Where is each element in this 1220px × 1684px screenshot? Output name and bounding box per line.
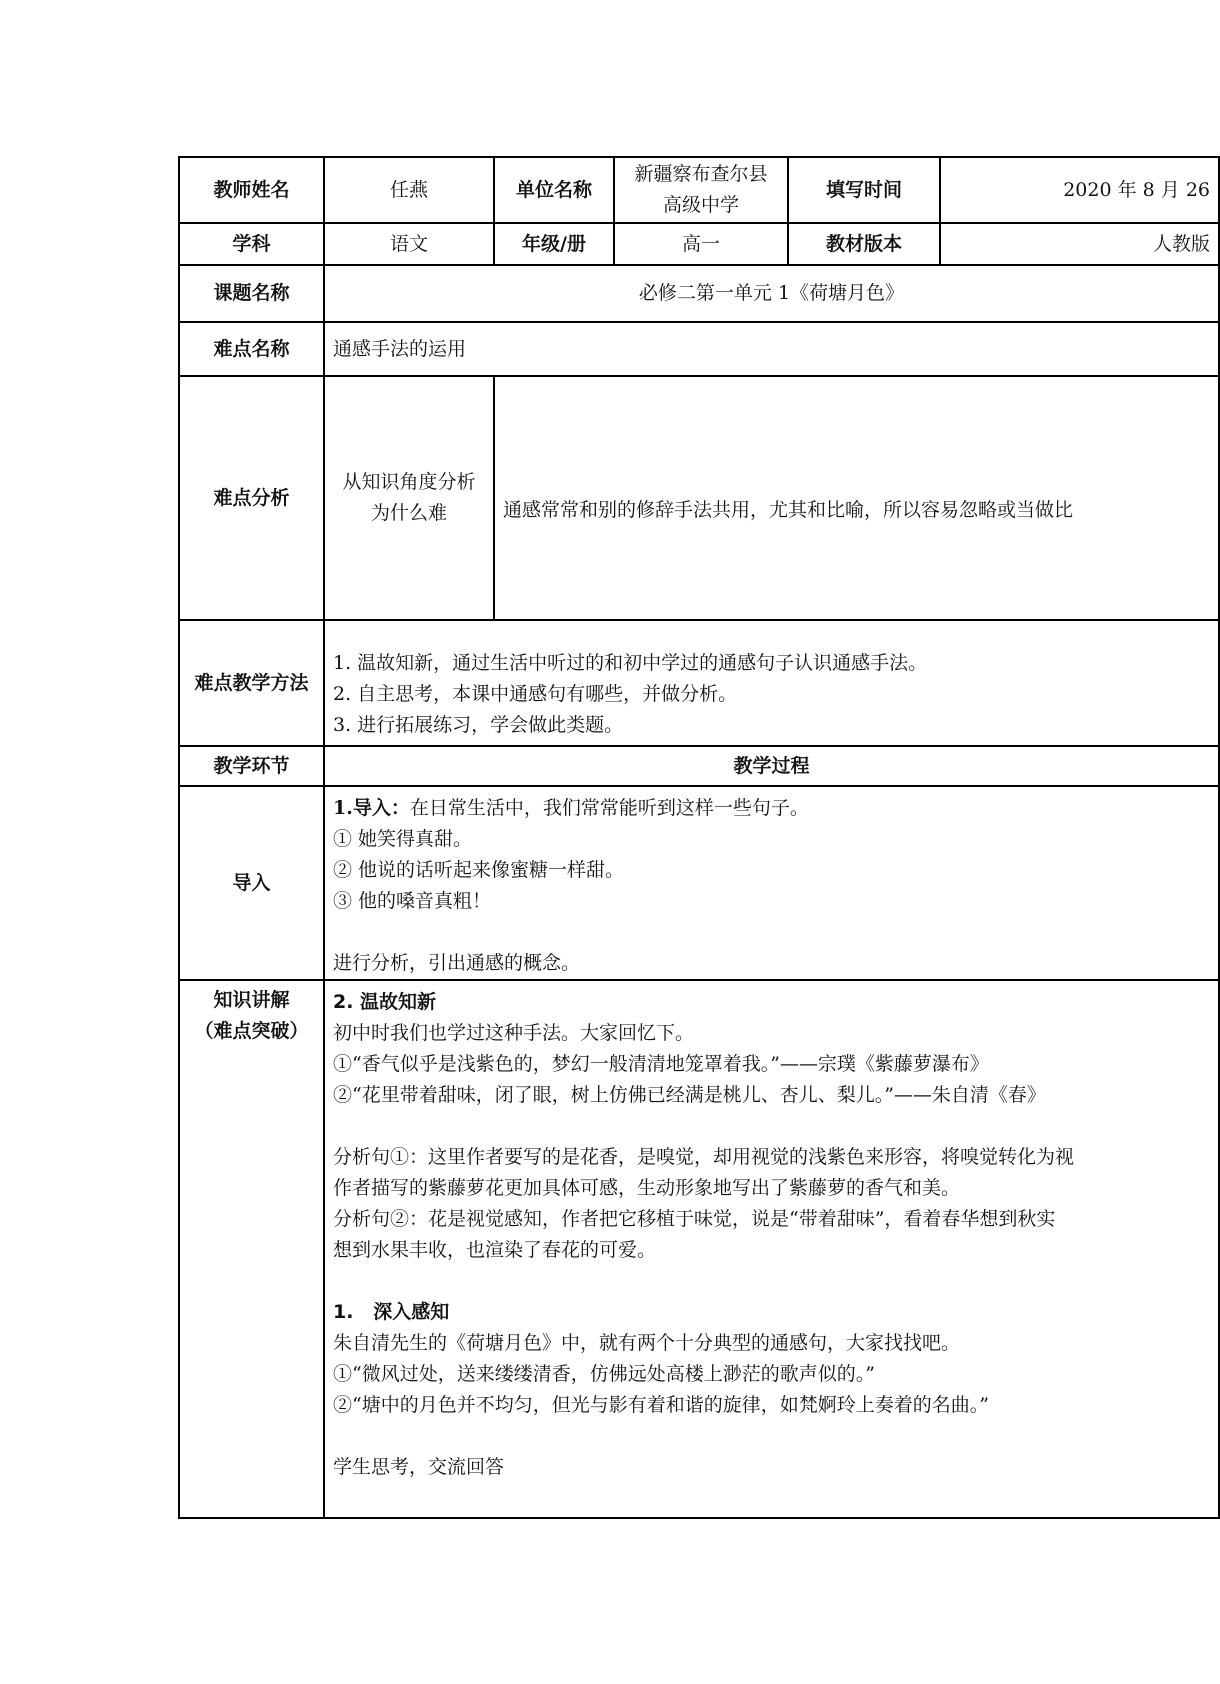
unit-name-line1: 新疆察布查尔县 (634, 163, 768, 185)
analysis-text: 通感常常和别的修辞手法共用，尤其和比喻，所以容易忽略或当做比 (494, 376, 1219, 620)
edition-value: 人教版 (940, 223, 1219, 265)
topic-row (179, 265, 1219, 322)
teacher-name-value: 任燕 (324, 157, 494, 223)
section1-title: 2. 温故知新 (333, 991, 437, 1013)
blank-line (333, 1421, 1210, 1452)
section2-intro: 朱自清先生的《荷塘月色》中，就有两个十分典型的通感句，大家找找吧。 (333, 1332, 961, 1354)
method-item: 3. 进行拓展练习，学会做此类题。 (333, 714, 624, 736)
blank-line (333, 917, 1210, 948)
unit-name-line2: 高级中学 (662, 194, 739, 216)
intro-line: ② 他说的话听起来像蜜糖一样甜。 (333, 859, 625, 881)
teacher-name-label: 教师姓名 (179, 157, 324, 223)
blank-line (333, 1111, 1210, 1142)
knowledge-content (324, 980, 1219, 1518)
section2-title: 1. 深入感知 (333, 1301, 450, 1323)
method-item: 2. 自主思考，本课中通感句有哪些，并做分析。 (333, 683, 738, 705)
intro-content (324, 786, 1219, 980)
analysis-sub-label (324, 376, 494, 620)
intro-row (179, 786, 1219, 980)
analysis-row (179, 376, 1219, 620)
intro-line: ① 她笑得真甜。 (333, 828, 473, 850)
analysis-sub-label-line1: 从知识角度分析 (342, 471, 476, 493)
blank-line (333, 1266, 1210, 1297)
lesson-plan-table (178, 156, 1220, 1519)
difficulty-row (179, 322, 1219, 376)
difficulty-value: 通感手法的运用 (324, 322, 1219, 376)
topic-label: 课题名称 (179, 265, 324, 322)
subject-value: 语文 (324, 223, 494, 265)
edition-label: 教材版本 (788, 223, 940, 265)
intro-conclusion: 进行分析，引出通感的概念。 (333, 952, 581, 974)
analysis-sub-label-line2: 为什么难 (370, 502, 447, 524)
analysis2-text: 想到水果丰收，也渲染了春花的可爱。 (333, 1239, 657, 1261)
difficulty-label: 难点名称 (179, 322, 324, 376)
analysis-label: 难点分析 (179, 376, 324, 620)
grade-label: 年级/册 (494, 223, 614, 265)
subject-row (179, 223, 1219, 265)
knowledge-label-line1: 知识讲解 (213, 989, 290, 1011)
section2-example: ②“塘中的月色并不均匀，但光与影有着和谐的旋律，如梵婀玲上奏着的名曲。” (333, 1394, 989, 1416)
method-list (324, 620, 1219, 746)
method-label: 难点教学方法 (179, 620, 324, 746)
unit-name-label: 单位名称 (494, 157, 614, 223)
intro-heading-rest: 在日常生活中，我们常常能听到这样一些句子。 (409, 797, 809, 819)
intro-heading-num: 1. (333, 797, 353, 819)
subject-label: 学科 (179, 223, 324, 265)
knowledge-label (179, 980, 324, 1518)
method-row (179, 620, 1219, 746)
section2-example: ①“微风过处，送来缕缕清香，仿佛远处高楼上渺茫的歌声似的。” (333, 1363, 875, 1385)
analysis2-text: 分析句②：花是视觉感知，作者把它移植于味觉，说是“带着甜味”，看着春华想到秋实 (333, 1208, 1056, 1230)
intro-heading (333, 793, 1210, 824)
analysis1-text: 作者描写的紫藤萝花更加具体可感，生动形象地写出了紫藤萝的香气和美。 (333, 1177, 961, 1199)
intro-line: ③ 他的嗓音真粗！ (333, 890, 492, 912)
process-label: 教学过程 (324, 746, 1219, 786)
section1-example: ①“香气似乎是浅紫色的，梦幻一般清清地笼罩着我。”——宗璞《紫藤萝瀑布》 (333, 1053, 989, 1075)
stage-label: 教学环节 (179, 746, 324, 786)
analysis1-text: 分析句①：这里作者要写的是花香，是嗅觉，却用视觉的浅紫色来形容，将嗅觉转化为视 (333, 1146, 1075, 1168)
unit-name-value (614, 157, 788, 223)
header-row (179, 157, 1219, 223)
fill-time-label: 填写时间 (788, 157, 940, 223)
stage-row (179, 746, 1219, 786)
section1-example: ②“花里带着甜味，闭了眼，树上仿佛已经满是桃儿、杏儿、梨儿。”——朱自清《春》 (333, 1084, 1046, 1106)
grade-value: 高一 (614, 223, 788, 265)
topic-value: 必修二第一单元 1《荷塘月色》 (324, 265, 1219, 322)
fill-time-value: 2020 年 8 月 26 (940, 157, 1219, 223)
method-item: 1. 温故知新，通过生活中听过的和初中学过的通感句子认识通感手法。 (333, 652, 928, 674)
knowledge-label-line2: （难点突破） (194, 1020, 309, 1042)
closing-text: 学生思考，交流回答 (333, 1456, 505, 1478)
intro-label: 导入 (179, 786, 324, 980)
intro-heading-bold: 导入： (352, 797, 410, 819)
section1-intro: 初中时我们也学过这种手法。大家回忆下。 (333, 1022, 695, 1044)
knowledge-row (179, 980, 1219, 1518)
